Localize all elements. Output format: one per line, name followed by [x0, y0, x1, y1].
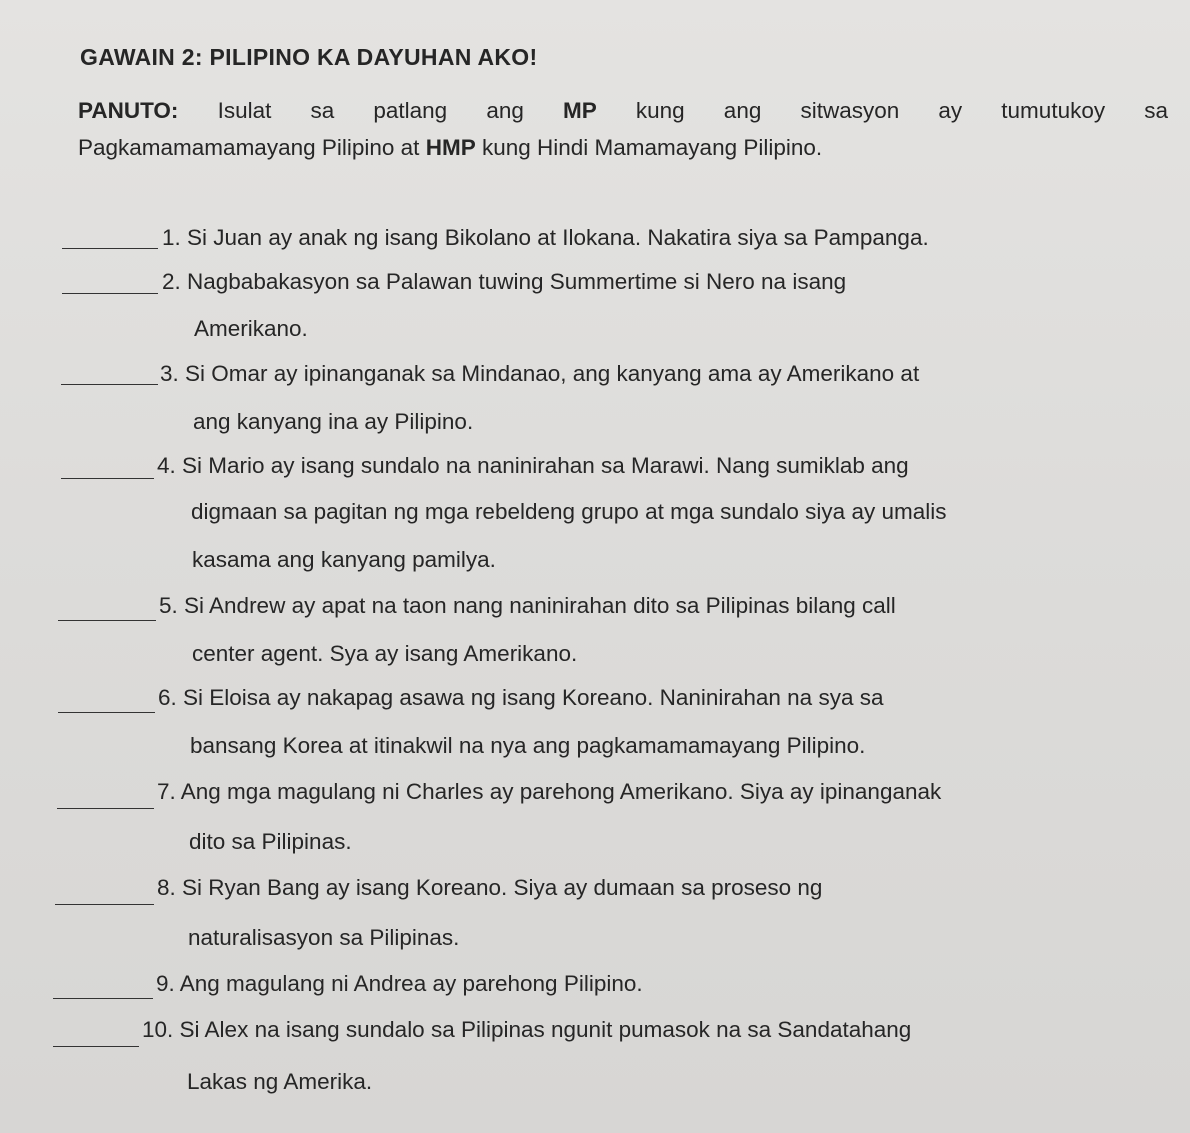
item-2-line-1: 2. Nagbabakasyon sa Palawan tuwing Summertime si Nero na isang: [162, 269, 847, 294]
item-10-line-1: 10. Si Alex na isang sundalo sa Pilipinas ngunit pumasok na sa Sandatahang: [142, 1017, 912, 1042]
answer-blank-7[interactable]: [57, 808, 154, 809]
answer-blank-6[interactable]: [58, 712, 155, 713]
item-3-line-1: 3. Si Omar ay ipinanganak sa Mindanao, ang kanyang ama ay Amerikano at: [160, 361, 920, 386]
answer-blank-9[interactable]: [53, 998, 153, 999]
item-7-line-1: 7. Ang mga magulang ni Charles ay parehong Amerikano. Siya ay ipinanganak: [157, 779, 942, 804]
item-2-line-2: Amerikano.: [194, 316, 308, 341]
answer-blank-2[interactable]: [62, 293, 158, 294]
item-3-line-2: ang kanyang ina ay Pilipino.: [193, 409, 474, 434]
answer-blank-8[interactable]: [55, 904, 154, 905]
answer-blank-3[interactable]: [61, 384, 158, 385]
item-1-line-1: 1. Si Juan ay anak ng isang Bikolano at Ilokana. Nakatira siya sa Pampanga.: [162, 225, 929, 250]
answer-blank-5[interactable]: [58, 620, 156, 621]
page-title: GAWAIN 2: PILIPINO KA DAYUHAN AKO!: [80, 44, 538, 70]
item-9-line-1: 9. Ang magulang ni Andrea ay parehong Pilipino.: [156, 971, 643, 996]
item-5-line-2: center agent. Sya ay isang Amerikano.: [192, 641, 578, 666]
item-5-line-1: 5. Si Andrew ay apat na taon nang naninirahan dito sa Pilipinas bilang call: [159, 593, 896, 618]
item-8-line-1: 8. Si Ryan Bang ay isang Koreano. Siya ay dumaan sa proseso ng: [157, 875, 823, 900]
hmp-code: HMP: [425, 135, 476, 160]
instructions-text-d: kung Hindi Mamamayang Pilipino.: [481, 135, 823, 160]
item-7-line-2: dito sa Pilipinas.: [189, 829, 352, 854]
instructions-label: PANUTO:: [78, 98, 179, 123]
instructions-text-c: Pagkamamamamayang Pilipino at: [78, 135, 420, 160]
answer-blank-1[interactable]: [62, 248, 158, 249]
instructions-line-2: [78, 129, 1168, 166]
answer-blank-4[interactable]: [61, 478, 154, 479]
item-4-line-1: 4. Si Mario ay isang sundalo na naninirahan sa Marawi. Nang sumiklab ang: [157, 453, 909, 478]
item-8-line-2: naturalisasyon sa Pilipinas.: [188, 925, 460, 950]
item-4-line-3: kasama ang kanyang pamilya.: [192, 547, 496, 572]
instructions-line-1: [78, 92, 1168, 129]
item-10-line-2: Lakas ng Amerika.: [187, 1069, 373, 1094]
instructions-text-b: kung ang sitwasyon ay tumutukoy sa: [635, 98, 1168, 123]
item-6-line-2: bansang Korea at itinakwil na nya ang pagkamamamayang Pilipino.: [190, 733, 866, 758]
answer-blank-10[interactable]: [53, 1046, 139, 1047]
item-6-line-1: 6. Si Eloisa ay nakapag asawa ng isang Koreano. Naninirahan na sya sa: [158, 685, 884, 710]
item-4-line-2: digmaan sa pagitan ng mga rebeldeng grupo at mga sundalo siya ay umalis: [191, 499, 947, 524]
instructions: [78, 92, 1168, 166]
mp-code: MP: [563, 98, 597, 123]
instructions-text-a: Isulat sa patlang ang: [217, 98, 524, 123]
